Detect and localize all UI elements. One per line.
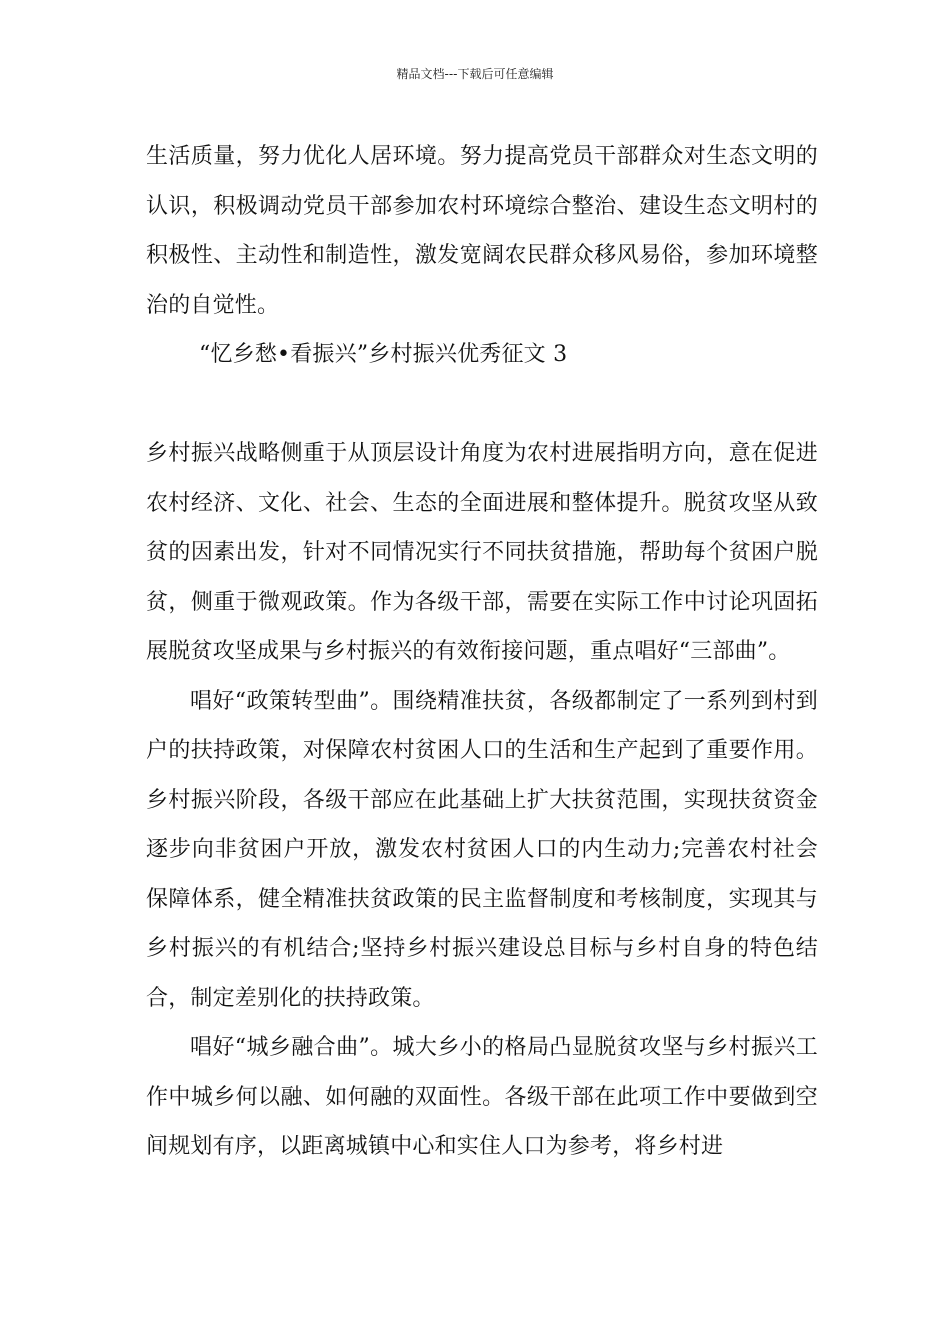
paragraph-4: 唱好“城乡融合曲”。城大乡小的格局凸显脱贫攻坚与乡村振兴工作中城乡何以融、如何融的双面性。各级干部在此项工作中要做到空间规划有序，以距离城镇中心和实住人口为参考，将乡村进 [146, 1035, 818, 1159]
paragraph-2: 乡村振兴战略侧重于从顶层设计角度为农村进展指明方向，意在促进农村经济、文化、社会、生态的全面进展和整体提升。脱贫攻坚从致贫的因素出发，针对不同情况实行不同扶贫措施，帮助每个贫困户脱贫，侧重于微观政策。作为各级干部，需要在实际工作中讨论巩固拓展脱贫攻坚成果与乡村振兴的有效衔接问题，重点唱好“三部曲”。 [146, 441, 818, 664]
paragraph-3: 唱好“政策转型曲”。围绕精准扶贫，各级都制定了一系列到村到户的扶持政策，对保障农村贫困人口的生活和生产起到了重要作用。乡村振兴阶段，各级干部应在此基础上扩大扶贫范围，实现扶贫资金逐步向非贫困户开放，激发农村贫困人口的内生动力;完善农村社会保障体系，健全精准扶贫政策的民主监督制度和考核制度，实现其与乡村振兴的有机结合;坚持乡村振兴建设总目标与乡村自身的特色结合，制定差别化的扶持政策。 [146, 688, 818, 1011]
page-header: 精品文档---下载后可任意编辑 [396, 67, 554, 81]
article-title: “忆乡愁•看振兴”乡村振兴优秀征文 3 [199, 342, 568, 367]
document-body [146, 132, 818, 1172]
paragraph-1: 生活质量，努力优化人居环境。努力提高党员干部群众对生态文明的认识，积极调动党员干部参加农村环境综合整治、建设生态文明村的积极性、主动性和制造性，激发宽阔农民群众移风易俗，参加环境整治的自觉性。 [146, 144, 818, 318]
blank-line [146, 380, 818, 430]
